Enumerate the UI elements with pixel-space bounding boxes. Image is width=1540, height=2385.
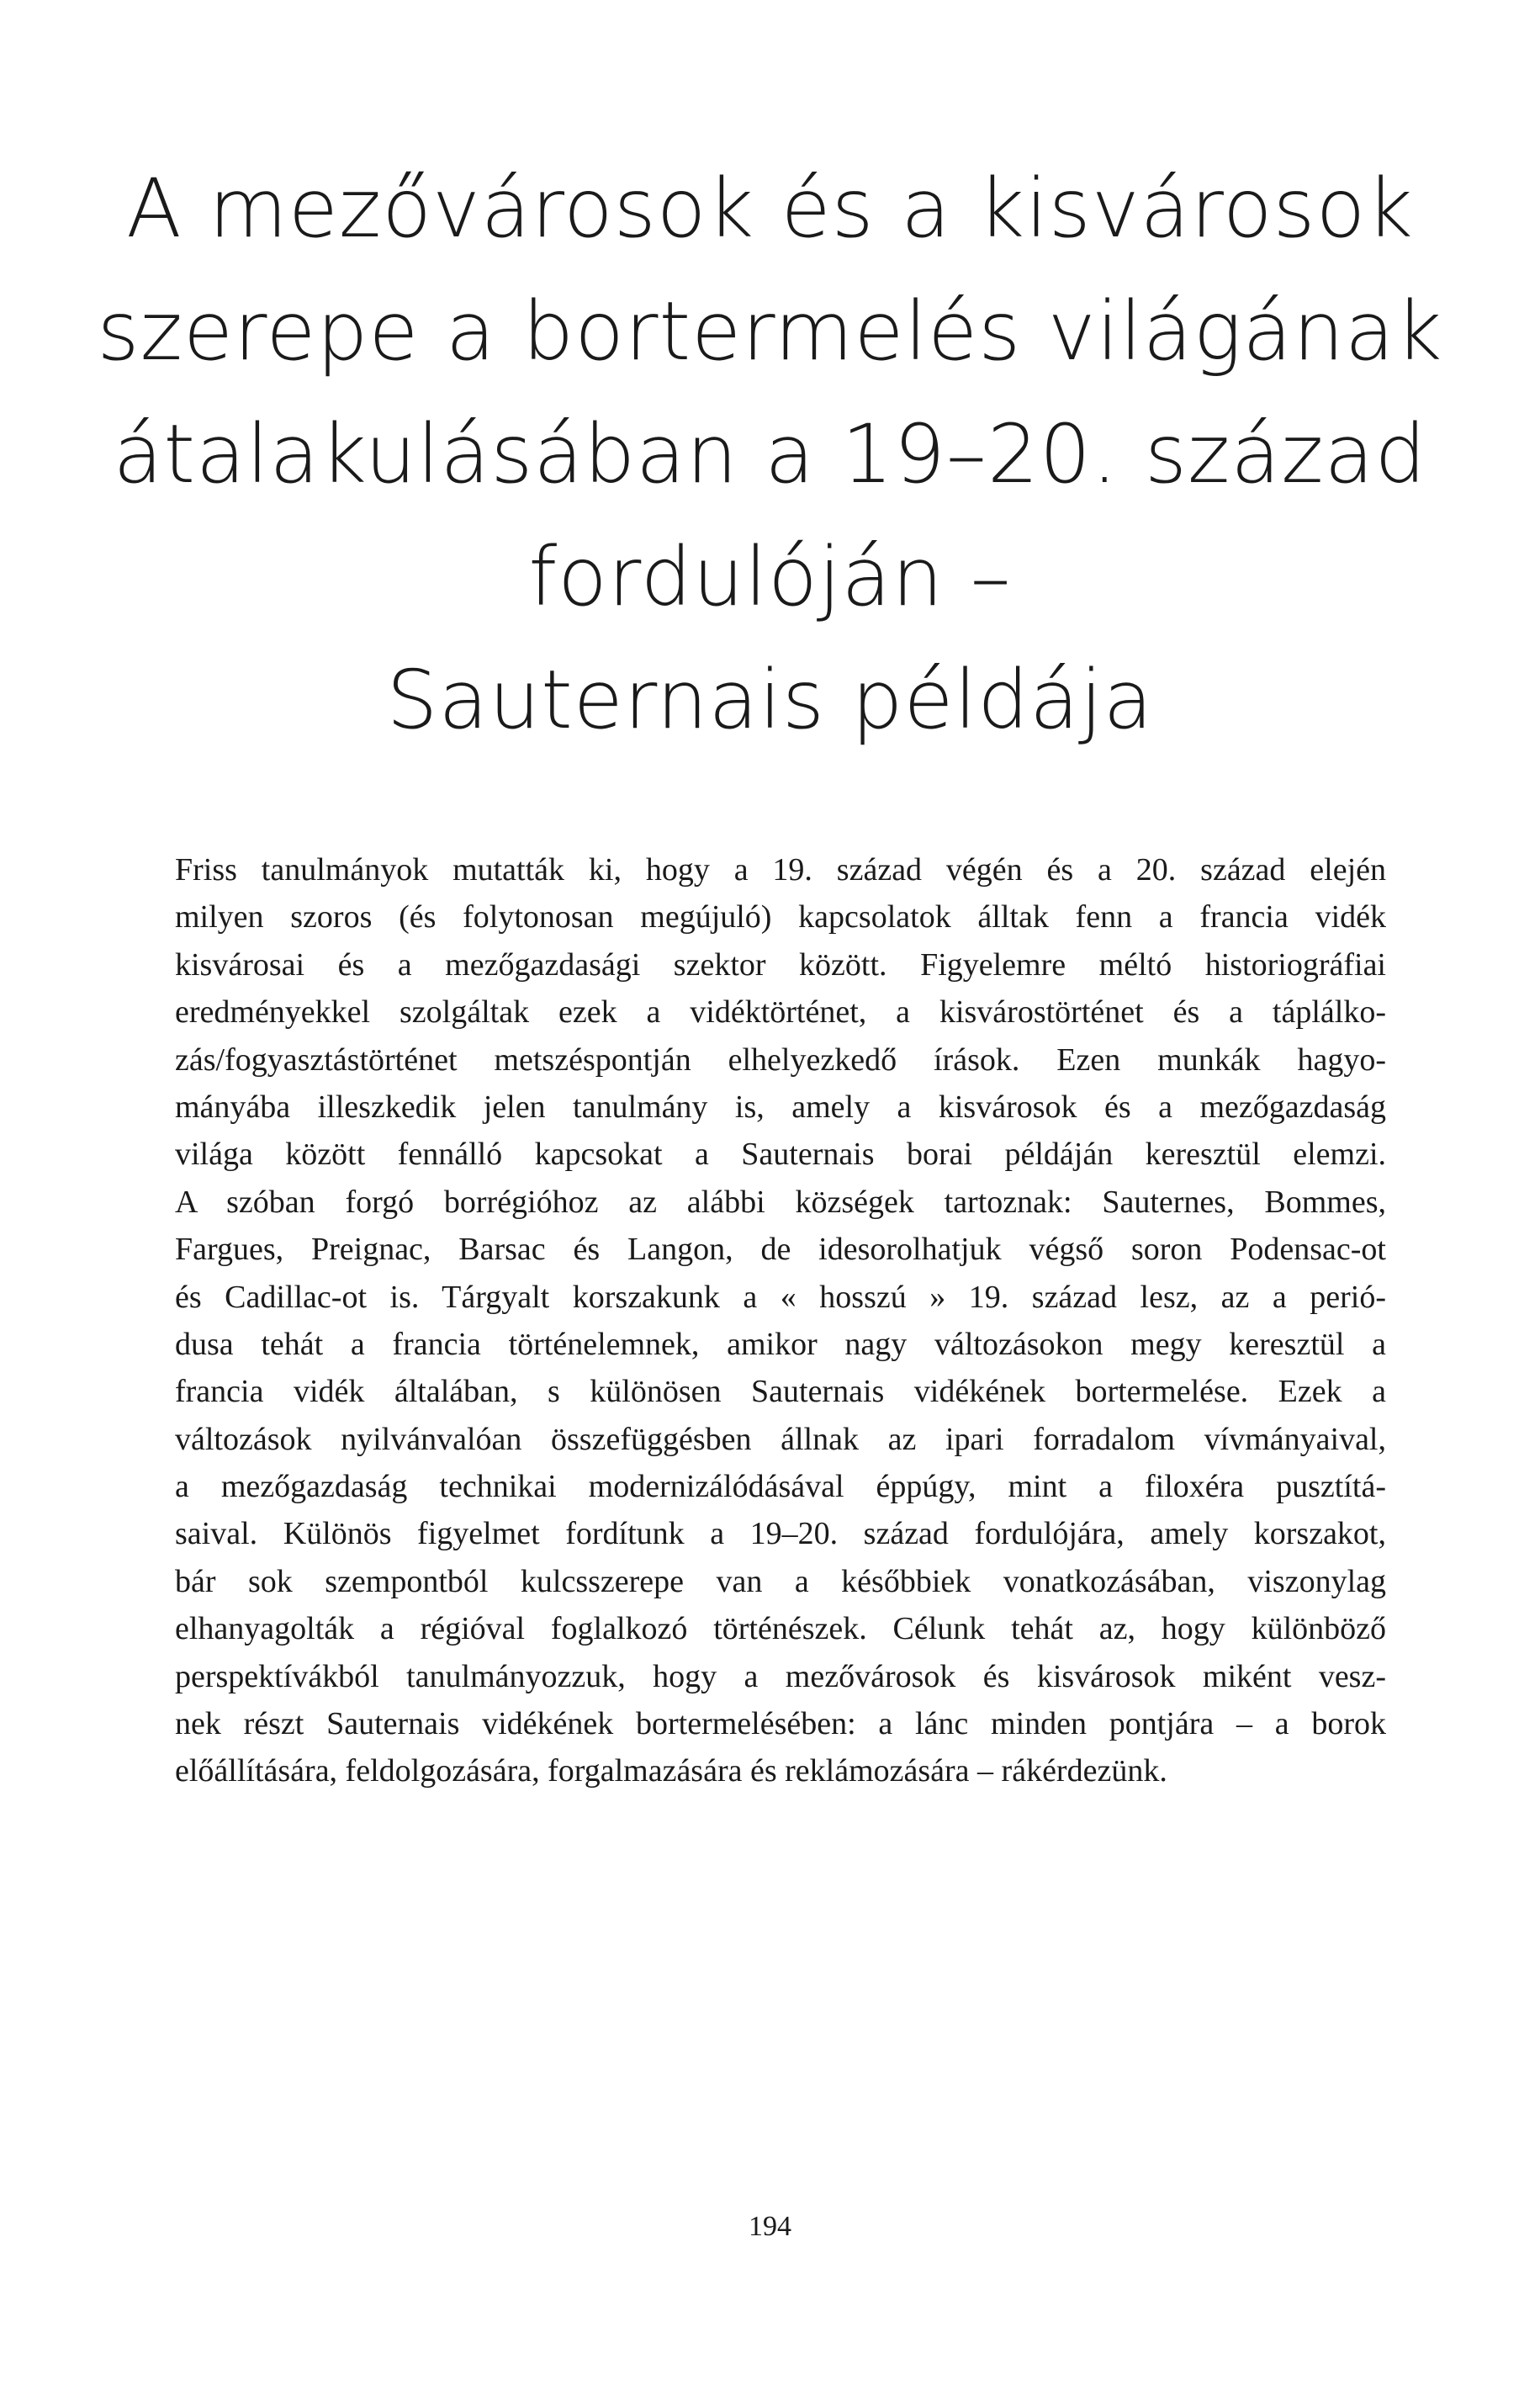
body-line: előállítására, feldolgozására, forgalmazására és reklámozására – rákérdezünk. xyxy=(175,1753,1167,1789)
body-line: mányába illeszkedik jelen tanulmány is, amely a kisvárosok és a mezőgazdaság xyxy=(175,1089,1386,1125)
chapter-title-line: fordulóján – xyxy=(528,530,1012,624)
chapter-title-line: Sauternais példája xyxy=(386,653,1154,747)
body-line: bár sok szempontból kulcsszerepe van a későbbiek vonatkozásában, viszonylag xyxy=(175,1563,1386,1599)
page-number: 194 xyxy=(749,2211,791,2242)
chapter-title-line: átalakulásában a 19–20. század xyxy=(113,407,1427,501)
body-line: kisvárosai és a mezőgazdasági szektor között. Figyelemre méltó historiográfiai xyxy=(175,946,1386,983)
body-line: perspektívákból tanulmányozzuk, hogy a mezővárosok és kisvárosok miként vesz- xyxy=(175,1658,1386,1694)
body-line: és Cadillac-ot is. Tárgyalt korszakunk a « hosszú » 19. század lesz, az a perió- xyxy=(175,1279,1386,1315)
body-line: világa között fennálló kapcsokat a Sauternais borai példáján keresztül elemzi. xyxy=(175,1137,1386,1173)
body-paragraph xyxy=(175,846,1386,1795)
body-line: dusa tehát a francia történelemnek, amikor nagy változásokon megy keresztül a xyxy=(175,1326,1386,1362)
body-line: saival. Különös figyelmet fordítunk a 19–20. század fordulójára, amely korszakot, xyxy=(175,1516,1386,1552)
body-line: eredményekkel szolgáltak ezek a vidéktörténet, a kisvárostörténet és a táplálko- xyxy=(175,994,1386,1031)
chapter-title-line: A mezővárosok és a kisvárosok xyxy=(126,162,1414,256)
body-line: nek részt Sauternais vidékének bortermelésében: a lánc minden pontjára – a borok xyxy=(175,1706,1386,1742)
body-line: a mezőgazdaság technikai modernizálódásával éppúgy, mint a filoxéra pusztítá- xyxy=(175,1469,1386,1505)
body-line: francia vidék általában, s különösen Sauternais vidékének bortermelése. Ezek a xyxy=(175,1374,1386,1410)
chapter-title xyxy=(0,147,1540,761)
body-line: zás/fogyasztástörténet metszéspontján elhelyezkedő írások. Ezen munkák hagyo- xyxy=(175,1041,1386,1078)
body-line: A szóban forgó borrégióhoz az alábbi községek tartoznak: Sauternes, Bommes, xyxy=(175,1184,1386,1220)
body-line: Friss tanulmányok mutatták ki, hogy a 19. század végén és a 20. század elején xyxy=(175,852,1386,888)
body-line: milyen szoros (és folytonosan megújuló) kapcsolatok álltak fenn a francia vidék xyxy=(175,899,1386,935)
chapter-title-line: szerepe a bortermelés világának xyxy=(97,284,1443,379)
body-line: elhanyagolták a régióval foglalkozó történészek. Célunk tehát az, hogy különböző xyxy=(175,1611,1386,1647)
body-line: Fargues, Preignac, Barsac és Langon, de idesorolhatjuk végső soron Podensac-ot xyxy=(175,1232,1386,1268)
body-line: változások nyilvánvalóan összefüggésben állnak az ipari forradalom vívmányaival, xyxy=(175,1421,1386,1457)
